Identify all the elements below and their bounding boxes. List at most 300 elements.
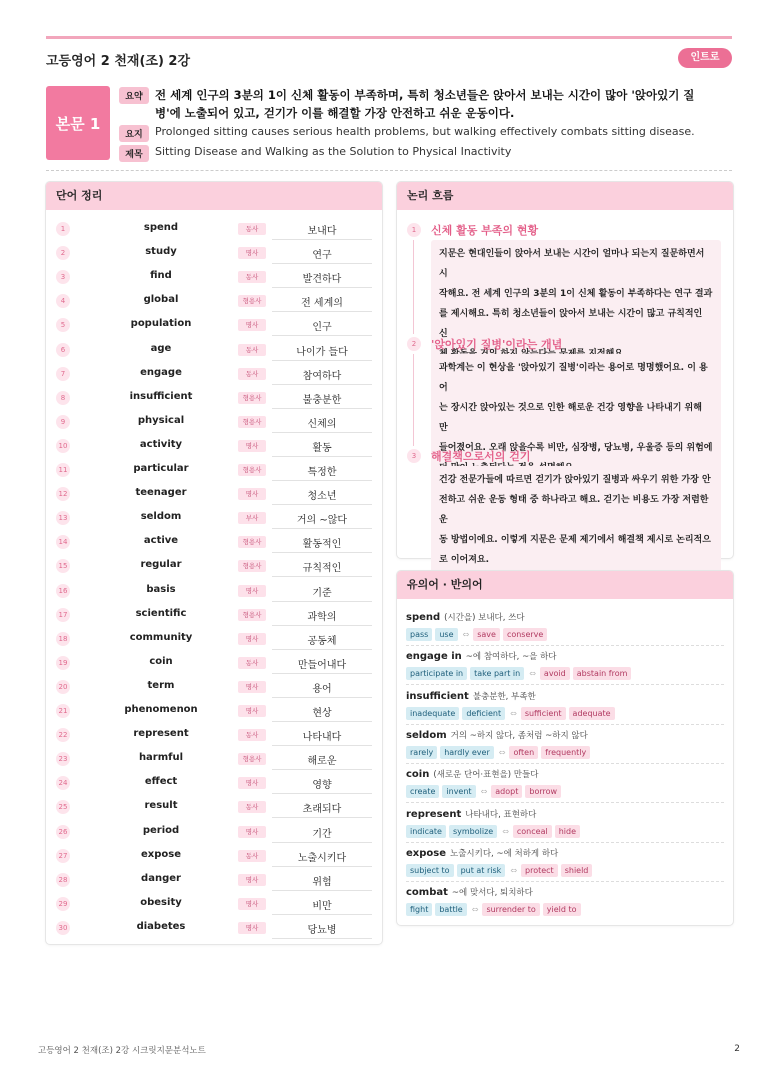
vocab-meaning: 비만 bbox=[312, 900, 332, 912]
vocab-pos-badge: 형용사 bbox=[238, 536, 266, 548]
vocab-panel bbox=[46, 182, 382, 944]
synonym-word: combat bbox=[406, 887, 448, 899]
vocab-underline bbox=[272, 576, 372, 577]
vocab-underline bbox=[272, 649, 372, 650]
vocab-row bbox=[46, 868, 382, 892]
vocab-row bbox=[46, 844, 382, 868]
vocab-word: period bbox=[142, 824, 180, 836]
synonym-chip: take part in bbox=[470, 667, 524, 680]
vocab-number: 17 bbox=[56, 608, 70, 622]
vocab-underline bbox=[272, 817, 372, 818]
synonym-chip: battle bbox=[435, 903, 466, 916]
vocab-word: diabetes bbox=[136, 920, 186, 932]
synonym-chips bbox=[406, 903, 724, 916]
vocab-pos-badge: 형용사 bbox=[238, 753, 266, 765]
vocab-meaning: 해로운 bbox=[307, 756, 337, 768]
logic-step-line: 지문은 현대인들이 앉아서 보내는 시간이 얼마나 되는지 질문하면서 시 bbox=[439, 249, 705, 279]
vocab-number: 10 bbox=[56, 439, 70, 453]
synonym-chip: subject to bbox=[406, 864, 454, 877]
vocab-row bbox=[46, 338, 382, 362]
vocab-word: population bbox=[130, 318, 192, 330]
logic-step-line: 로 이어져요. bbox=[439, 555, 490, 565]
vocab-underline bbox=[272, 528, 372, 529]
vocab-word: spend bbox=[143, 222, 179, 233]
vocab-pos-badge: 형용사 bbox=[238, 392, 266, 404]
vocab-number: 6 bbox=[56, 343, 70, 357]
vocab-meaning: 영향 bbox=[312, 780, 332, 792]
synonym-divider bbox=[406, 645, 724, 646]
vocab-number: 19 bbox=[56, 656, 70, 670]
vocab-meaning: 공동체 bbox=[307, 635, 337, 647]
vocab-pos-badge: 동사 bbox=[238, 344, 266, 356]
vocab-meaning: 연구 bbox=[312, 250, 332, 262]
vocab-word: seldom bbox=[140, 511, 182, 523]
synonym-meaning: 노출시키다, ~에 처하게 하다 bbox=[450, 848, 559, 859]
vocab-underline bbox=[272, 311, 372, 312]
vocab-meaning: 나타내다 bbox=[302, 732, 342, 744]
synonym-meaning: (새로운 단어·표현을) 만들다 bbox=[433, 770, 539, 781]
vocab-number: 2 bbox=[56, 246, 70, 260]
logic-panel bbox=[397, 182, 733, 565]
vocab-row bbox=[46, 579, 382, 603]
synonym-divider bbox=[406, 724, 724, 725]
vocab-row bbox=[46, 506, 382, 530]
vocab-meaning: 전 세계의 bbox=[301, 298, 343, 310]
antonym-chip: protect bbox=[521, 864, 558, 877]
footer-text: 고등영어 2 천재(조) 2강 시크릿지문분석노트 bbox=[38, 1046, 206, 1056]
vocab-word: term bbox=[147, 679, 175, 691]
vocab-pos-badge: 명사 bbox=[238, 705, 266, 717]
vocab-underline bbox=[272, 432, 372, 433]
synonym-head bbox=[406, 808, 724, 822]
antonym-chip: abstain from bbox=[573, 667, 632, 680]
vocab-pos-badge: 명사 bbox=[238, 777, 266, 789]
vocab-meaning: 특정한 bbox=[307, 467, 337, 478]
vocab-pos-badge: 명사 bbox=[238, 681, 266, 693]
synonym-word: insufficient bbox=[406, 690, 469, 702]
vocab-row bbox=[46, 217, 382, 241]
antonym-chip: conserve bbox=[503, 628, 547, 641]
synonym-chips bbox=[406, 825, 724, 838]
top-rule bbox=[46, 36, 732, 39]
vocab-pos-badge: 명사 bbox=[238, 898, 266, 910]
vocab-word: scientific bbox=[135, 607, 187, 619]
synonym-divider bbox=[406, 802, 724, 803]
summary-text: 전 세계 인구의 3분의 1이 신체 활동이 부족하며, 특히 청소년들은 앉아서 보내는 시간이 많아 '앉아있기 질병'에 노출되어 있고, 걷기가 이를 해결할 가장 안전하고 쉬운 운동이다. bbox=[155, 88, 695, 120]
vocab-word: active bbox=[143, 535, 179, 547]
synonym-chips bbox=[406, 746, 724, 759]
antonym-chip: surrender to bbox=[482, 903, 539, 916]
vocab-row bbox=[46, 482, 382, 506]
vocab-row bbox=[46, 675, 382, 699]
vocab-pos-badge: 명사 bbox=[238, 874, 266, 886]
synonym-head bbox=[406, 768, 724, 782]
synonym-chips bbox=[406, 864, 724, 877]
vocab-number: 15 bbox=[56, 559, 70, 573]
synonym-head bbox=[406, 650, 724, 664]
antonym-arrow-icon: ⇔ bbox=[510, 865, 518, 875]
divider bbox=[46, 170, 732, 171]
vocab-underline bbox=[272, 287, 372, 288]
vocab-meaning: 당뇨병 bbox=[307, 924, 337, 936]
vocab-underline bbox=[272, 914, 372, 915]
synonym-word: coin bbox=[406, 769, 430, 781]
vocab-meaning: 활동적인 bbox=[302, 539, 342, 551]
vocab-meaning: 만들어내다 bbox=[297, 659, 347, 671]
synonym-chip: fight bbox=[406, 903, 432, 916]
antonym-chip: hide bbox=[555, 825, 580, 838]
vocab-word: danger bbox=[141, 872, 181, 884]
vocab-underline bbox=[272, 866, 372, 867]
vocab-pos-badge: 명사 bbox=[238, 633, 266, 645]
synonym-meaning: ~에 맞서다, 퇴치하다 bbox=[451, 888, 533, 899]
antonym-chip: often bbox=[509, 746, 538, 759]
gist-text: Prolonged sitting causes serious health problems, but walking effectively combats sitting disease. bbox=[155, 125, 695, 138]
summary-row bbox=[119, 86, 715, 122]
antonym-arrow-icon: ⇔ bbox=[471, 905, 479, 915]
vocab-meaning: 활동 bbox=[312, 442, 332, 454]
gist-row bbox=[119, 124, 695, 142]
vocab-row bbox=[46, 747, 382, 771]
logic-step-line: 과학계는 이 현상을 '앉아있기 질병'이라는 용어로 명명했어요. 이 용어 bbox=[439, 363, 708, 393]
vocab-word: represent bbox=[133, 728, 189, 740]
synonym-meaning: 불충분한, 부족한 bbox=[472, 691, 536, 702]
logic-step-line: 들어졌어요. 오래 앉을수록 비만, 심장병, 당뇨병, 우울증 등의 위험에 bbox=[439, 443, 713, 453]
vocab-number: 16 bbox=[56, 584, 70, 598]
synonym-item bbox=[406, 886, 724, 916]
vocab-number: 3 bbox=[56, 270, 70, 284]
synonym-panel-title: 유의어 · 반의어 bbox=[397, 571, 733, 599]
vocab-number: 4 bbox=[56, 294, 70, 308]
vocab-row bbox=[46, 892, 382, 916]
antonym-chip: borrow bbox=[525, 785, 561, 798]
vocab-word: coin bbox=[149, 655, 173, 667]
antonym-arrow-icon: ⇔ bbox=[510, 708, 517, 718]
vocab-word: community bbox=[129, 631, 193, 643]
logic-step-title: 신체 활동 부족의 현황 bbox=[431, 224, 539, 237]
vocab-word: activity bbox=[139, 438, 183, 450]
vocab-row bbox=[46, 820, 382, 844]
vocab-word: age bbox=[150, 342, 172, 354]
title-row bbox=[119, 144, 511, 162]
logic-step-number: 1 bbox=[407, 223, 421, 237]
vocab-number: 5 bbox=[56, 318, 70, 332]
synonym-chips bbox=[406, 707, 724, 720]
vocab-underline bbox=[272, 625, 372, 626]
vocab-pos-badge: 명사 bbox=[238, 922, 266, 934]
section-label: 본문 1 bbox=[46, 86, 110, 160]
synonym-chip: symbolize bbox=[449, 825, 497, 838]
synonym-word: spend bbox=[406, 612, 441, 623]
vocab-row bbox=[46, 603, 382, 627]
vocab-word: harmful bbox=[138, 752, 184, 764]
vocab-pos-badge: 동사 bbox=[238, 223, 266, 235]
vocab-pos-badge: 형용사 bbox=[238, 560, 266, 572]
synonym-meaning: (시간을) 보내다, 쓰다 bbox=[444, 613, 525, 623]
vocab-pos-badge: 동사 bbox=[238, 850, 266, 862]
synonym-head bbox=[406, 611, 724, 625]
vocab-underline bbox=[272, 842, 372, 843]
synonym-chip: put at risk bbox=[457, 864, 506, 877]
vocab-row bbox=[46, 386, 382, 410]
logic-step-title: 해결책으로서의 걷기 bbox=[431, 450, 531, 463]
vocab-underline bbox=[272, 504, 372, 505]
antonym-arrow-icon: ⇔ bbox=[529, 669, 536, 679]
synonym-head bbox=[406, 886, 724, 900]
synonym-chip: use bbox=[435, 628, 457, 641]
vocab-number: 23 bbox=[56, 752, 70, 766]
antonym-chip: sufficient bbox=[521, 707, 566, 720]
vocab-pos-badge: 명사 bbox=[238, 488, 266, 500]
vocab-underline bbox=[272, 552, 372, 553]
vocab-word: regular bbox=[140, 559, 182, 571]
logic-step-line: 작해요. 전 세계 인구의 3분의 1이 신체 활동이 부족하다는 연구 결과 bbox=[439, 289, 713, 299]
logic-step-line: 는 장시간 앉아있는 것으로 인한 해로운 건강 영향을 나타내기 위해 만 bbox=[439, 403, 702, 433]
vocab-number: 20 bbox=[56, 680, 70, 694]
synonym-divider bbox=[406, 842, 724, 843]
antonym-arrow-icon: ⇔ bbox=[498, 747, 506, 757]
title-text: Sitting Disease and Walking as the Solution to Physical Inactivity bbox=[155, 145, 512, 158]
vocab-meaning: 발견하다 bbox=[302, 274, 342, 286]
vocab-meaning: 용어 bbox=[312, 683, 332, 695]
synonym-head bbox=[406, 847, 724, 861]
vocab-word: teenager bbox=[135, 487, 187, 499]
logic-step-number: 3 bbox=[407, 449, 421, 463]
vocab-pos-badge: 형용사 bbox=[238, 295, 266, 307]
synonym-word: represent bbox=[406, 808, 462, 820]
vocab-meaning: 위험 bbox=[312, 876, 332, 888]
vocab-number: 26 bbox=[56, 825, 70, 839]
vocab-row bbox=[46, 265, 382, 289]
synonym-chip: inadequate bbox=[406, 707, 459, 720]
vocab-underline bbox=[272, 601, 372, 602]
vocab-underline bbox=[272, 360, 372, 361]
vocab-underline bbox=[272, 769, 372, 770]
vocab-word: result bbox=[144, 800, 178, 812]
antonym-arrow-icon: ⇔ bbox=[462, 630, 470, 639]
vocab-number: 25 bbox=[56, 800, 70, 814]
vocab-word: engage bbox=[140, 366, 182, 378]
synonym-chip: create bbox=[406, 785, 439, 798]
vocab-word: obesity bbox=[140, 896, 182, 908]
vocab-meaning: 현상 bbox=[312, 708, 332, 719]
vocab-row bbox=[46, 916, 382, 940]
synonym-meaning: 거의 ~하지 않다, 좀처럼 ~하지 않다 bbox=[450, 730, 588, 741]
vocab-panel-title: 단어 정리 bbox=[46, 182, 382, 210]
synonym-chip: indicate bbox=[406, 825, 446, 838]
logic-step-number: 2 bbox=[407, 337, 421, 351]
vocab-pos-badge: 명사 bbox=[238, 585, 266, 597]
vocab-word: effect bbox=[144, 776, 178, 788]
synonym-divider bbox=[406, 684, 724, 685]
vocab-pos-badge: 동사 bbox=[238, 368, 266, 380]
logic-step-line: 건강 전문가들에 따르면 걷기가 앉아있기 질병과 싸우기 위한 가장 안 bbox=[439, 475, 711, 485]
antonym-arrow-icon: ⇔ bbox=[502, 826, 509, 836]
vocab-meaning: 기준 bbox=[312, 587, 332, 599]
vocab-underline bbox=[272, 263, 372, 264]
vocab-row bbox=[46, 241, 382, 265]
summary-tag: 요약 bbox=[119, 87, 149, 104]
vocab-meaning: 기간 bbox=[312, 828, 332, 840]
logic-step-body bbox=[431, 466, 721, 574]
antonym-chip: avoid bbox=[540, 667, 570, 680]
vocab-word: basis bbox=[146, 583, 176, 595]
synonym-divider bbox=[406, 881, 724, 882]
vocab-number: 24 bbox=[56, 776, 70, 790]
vocab-row bbox=[46, 530, 382, 554]
gist-tag: 요지 bbox=[119, 125, 149, 142]
vocab-row bbox=[46, 651, 382, 675]
vocab-row bbox=[46, 362, 382, 386]
vocab-word: study bbox=[145, 246, 177, 258]
vocab-pos-badge: 동사 bbox=[238, 271, 266, 283]
vocab-underline bbox=[272, 745, 372, 746]
synonym-word: engage in bbox=[406, 651, 462, 663]
vocab-number: 11 bbox=[56, 463, 70, 477]
vocab-row bbox=[46, 410, 382, 434]
vocab-meaning: 거의 ~않다 bbox=[296, 515, 348, 527]
vocab-number: 7 bbox=[56, 367, 70, 381]
page-title: 고등영어 2 천재(조) 2강 bbox=[46, 54, 191, 69]
vocab-row bbox=[46, 289, 382, 313]
vocab-pos-badge: 형용사 bbox=[238, 464, 266, 476]
vocab-underline bbox=[272, 456, 372, 457]
antonym-chip: adopt bbox=[491, 785, 522, 798]
page-number: 2 bbox=[734, 1044, 740, 1054]
vocab-meaning: 인구 bbox=[312, 322, 332, 334]
vocab-row bbox=[46, 795, 382, 819]
synonym-item bbox=[406, 650, 724, 680]
vocab-number: 18 bbox=[56, 632, 70, 646]
vocab-word: expose bbox=[141, 848, 181, 860]
logic-panel-title: 논리 흐름 bbox=[397, 182, 733, 210]
synonym-chips bbox=[406, 785, 724, 798]
logic-step-line: 동 방법이에요. 이렇게 지문은 문제 제기에서 해결책 제시로 논리적으 bbox=[439, 535, 711, 545]
vocab-row bbox=[46, 554, 382, 578]
title-tag: 제목 bbox=[119, 145, 149, 162]
vocab-pos-badge: 형용사 bbox=[238, 609, 266, 621]
vocab-meaning: 나이가 들다 bbox=[296, 346, 348, 358]
synonym-item bbox=[406, 729, 724, 759]
vocab-pos-badge: 동사 bbox=[238, 729, 266, 741]
vocab-row bbox=[46, 313, 382, 337]
synonym-chip: participate in bbox=[406, 667, 467, 680]
vocab-number: 13 bbox=[56, 511, 70, 525]
logic-step-line: 전하고 쉬운 운동 형태 중 하나라고 해요. 걷기는 비용도 가장 저렴한 운 bbox=[439, 495, 709, 525]
synonym-word: seldom bbox=[406, 729, 447, 741]
vocab-underline bbox=[272, 335, 372, 336]
synonym-item bbox=[406, 768, 724, 798]
vocab-word: particular bbox=[133, 463, 189, 474]
vocab-row bbox=[46, 699, 382, 723]
vocab-meaning: 청소년 bbox=[307, 491, 337, 503]
vocab-underline bbox=[272, 239, 372, 240]
vocab-word: global bbox=[143, 294, 179, 306]
vocab-meaning: 과학의 bbox=[307, 611, 337, 623]
vocab-number: 14 bbox=[56, 535, 70, 549]
vocab-pos-badge: 부사 bbox=[238, 512, 266, 524]
vocab-underline bbox=[272, 890, 372, 891]
vocab-word: find bbox=[150, 270, 172, 282]
synonym-chips bbox=[406, 667, 724, 680]
vocab-underline bbox=[272, 673, 372, 674]
logic-connector bbox=[413, 354, 414, 446]
synonym-chip: rarely bbox=[406, 746, 437, 759]
vocab-row bbox=[46, 723, 382, 747]
vocab-underline bbox=[272, 938, 372, 939]
vocab-underline bbox=[272, 408, 372, 409]
vocab-row bbox=[46, 627, 382, 651]
synonym-item bbox=[406, 611, 724, 641]
vocab-row bbox=[46, 771, 382, 795]
antonym-chip: conceal bbox=[513, 825, 552, 838]
vocab-meaning: 노출시키다 bbox=[297, 852, 347, 864]
vocab-number: 21 bbox=[56, 704, 70, 718]
vocab-number: 27 bbox=[56, 849, 70, 863]
logic-step-title: '앉아있기 질병'이라는 개념 bbox=[431, 338, 563, 351]
antonym-chip: frequently bbox=[541, 746, 590, 759]
vocab-word: physical bbox=[137, 414, 185, 426]
synonym-meaning: ~에 참여하다, ~을 하다 bbox=[465, 652, 557, 663]
antonym-chip: adequate bbox=[569, 707, 615, 720]
logic-step-line: 를 제시해요. 특히 청소년들이 앉아서 보내는 시간이 많고 규칙적인 신 bbox=[439, 309, 703, 339]
synonym-chip: hardly ever bbox=[440, 746, 494, 759]
vocab-pos-badge: 명사 bbox=[238, 319, 266, 331]
synonym-chip: pass bbox=[406, 628, 432, 641]
synonym-meaning: 나타내다, 표현하다 bbox=[465, 809, 537, 820]
vocab-underline bbox=[272, 384, 372, 385]
vocab-row bbox=[46, 458, 382, 482]
synonym-item bbox=[406, 808, 724, 838]
vocab-number: 8 bbox=[56, 391, 70, 405]
antonym-chip: yield to bbox=[543, 903, 581, 916]
logic-connector bbox=[413, 240, 414, 334]
vocab-number: 1 bbox=[56, 222, 70, 236]
vocab-number: 9 bbox=[56, 415, 70, 429]
intro-button[interactable]: 인트로 bbox=[678, 48, 732, 68]
synonym-chip: deficient bbox=[462, 707, 505, 720]
vocab-pos-badge: 명사 bbox=[238, 826, 266, 838]
vocab-underline bbox=[272, 721, 372, 722]
vocab-underline bbox=[272, 480, 372, 481]
antonym-chip: shield bbox=[561, 864, 593, 877]
antonym-arrow-icon: ⇔ bbox=[480, 787, 488, 797]
vocab-meaning: 보내다 bbox=[307, 226, 337, 237]
synonym-head bbox=[406, 690, 724, 704]
vocab-pos-badge: 명사 bbox=[238, 247, 266, 259]
vocab-pos-badge: 동사 bbox=[238, 801, 266, 813]
synonym-head bbox=[406, 729, 724, 743]
vocab-pos-badge: 명사 bbox=[238, 440, 266, 452]
vocab-meaning: 불충분한 bbox=[302, 394, 342, 406]
vocab-underline bbox=[272, 793, 372, 794]
synonym-item bbox=[406, 847, 724, 877]
synonym-divider bbox=[406, 763, 724, 764]
synonym-word: expose bbox=[406, 847, 446, 859]
vocab-row bbox=[46, 434, 382, 458]
synonym-item bbox=[406, 690, 724, 720]
vocab-word: phenomenon bbox=[124, 704, 198, 715]
vocab-number: 29 bbox=[56, 897, 70, 911]
synonym-chips bbox=[406, 628, 724, 641]
vocab-pos-badge: 동사 bbox=[238, 657, 266, 669]
vocab-number: 30 bbox=[56, 921, 70, 935]
synonym-chip: invent bbox=[442, 785, 475, 798]
vocab-number: 22 bbox=[56, 728, 70, 742]
vocab-word: insufficient bbox=[129, 390, 193, 402]
synonym-panel bbox=[397, 571, 733, 925]
vocab-meaning: 신체의 bbox=[307, 418, 337, 430]
